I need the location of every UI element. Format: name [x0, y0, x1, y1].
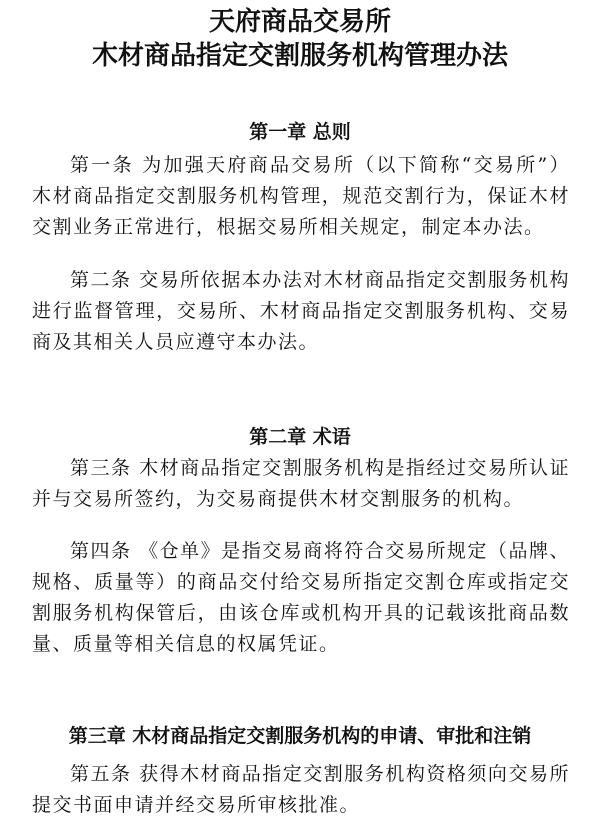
document-title-line-2: 木材商品指定交割服务机构管理办法	[91, 41, 508, 71]
article-4-paragraph: 第四条 《仓单》是指交易商将符合交易所规定（品牌、规格、质量等）的商品交付给交易所指定交割仓库或指定交割服务机构保管后，由该仓库或机构开具的记载该批商品数量、质量等相关信息的权属凭证。	[32, 540, 570, 655]
article-2-paragraph: 第二条 交易所依据本办法对木材商品指定交割服务机构进行监督管理，交易所、木材商品指定交割服务机构、交易商及其相关人员应遵守本办法。	[32, 269, 570, 353]
chapter-heading-application: 第三章 木材商品指定交割服务机构的申请、审批和注销	[68, 725, 532, 747]
article-5-paragraph: 第五条 获得木材商品指定交割服务机构资格须向交易所提交书面申请并经交易所审核批准。	[32, 763, 570, 816]
chapter-heading-general: 第一章 总则	[249, 121, 351, 143]
article-1-paragraph: 第一条 为加强天府商品交易所（以下简称“交易所”）木材商品指定交割服务机构管理，规范交割行为，保证木材交割业务正常进行，根据交易所相关规定，制定本办法。	[32, 154, 570, 238]
chapter-heading-terms: 第二章 术语	[249, 426, 351, 448]
article-3-paragraph: 第三条 木材商品指定交割服务机构是指经过交易所认证并与交易所签约，为交易商提供木材交割服务的机构。	[32, 457, 570, 510]
document-title-line-1: 天府商品交易所	[208, 7, 391, 37]
